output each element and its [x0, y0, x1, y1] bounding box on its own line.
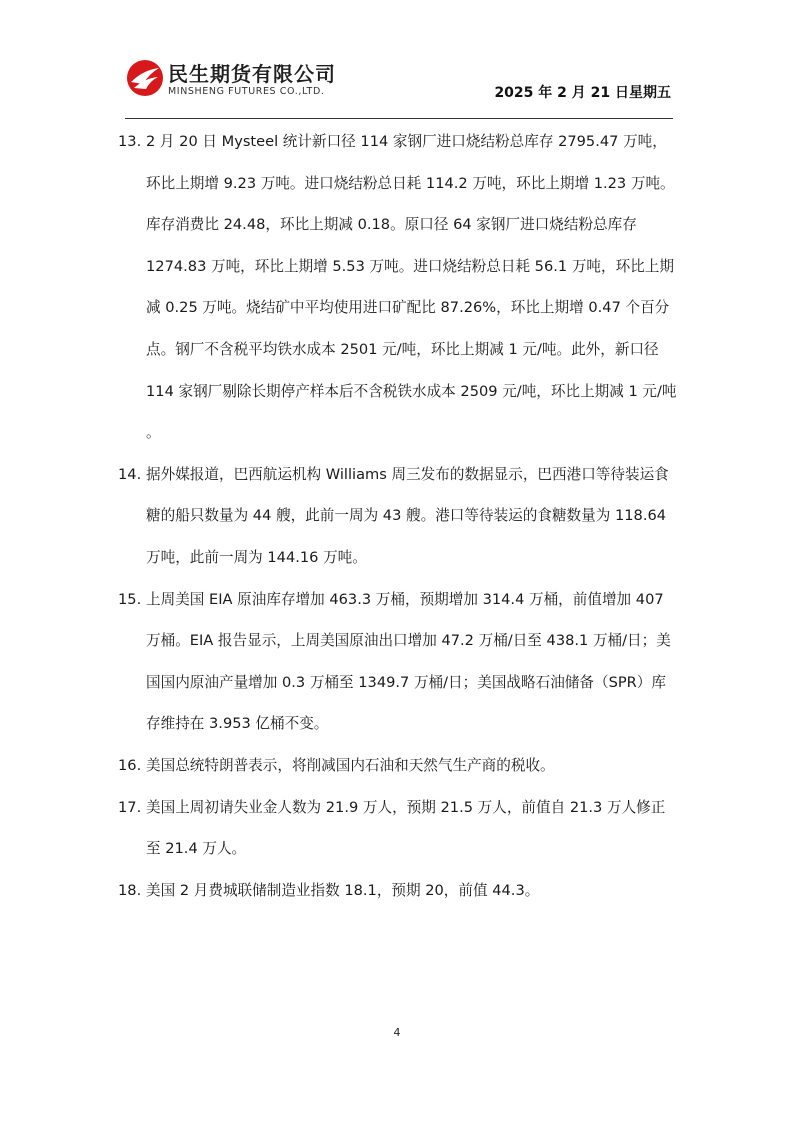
company-name-en: MINSHENG FUTURES CO.,LTD.	[168, 86, 325, 97]
item-number: 15.	[118, 590, 142, 608]
item-number: 13.	[118, 133, 142, 150]
list-item	[118, 579, 678, 745]
item-text: 上周美国 EIA 原油库存增加 463.3 万桶，预期增加 314.4 万桶，前值增加 407 万桶。EIA 报告显示，上周美国原油出口增加 47.2 万桶/日至 438.1 万桶/日；美国国内原油产量增加 0.3 万桶至 1349.7 万桶/日；美国战略石油储备（SPR）库存维持在 3.953 亿桶不变。	[146, 590, 671, 733]
page-number: 4	[393, 1026, 401, 1039]
item-number: 14.	[118, 465, 142, 483]
minsheng-logo-icon	[125, 58, 165, 98]
news-list	[118, 121, 678, 911]
item-text: 美国上周初请失业金人数为 21.9 万人，预期 21.5 万人，前值自 21.3 万人修正至 21.4 万人。	[146, 798, 666, 858]
item-text: 美国总统特朗普表示，将削减国内石油和天然气生产商的税收。	[146, 756, 555, 774]
list-item	[118, 454, 678, 579]
item-number: 16.	[118, 756, 142, 774]
item-number: 17.	[118, 798, 142, 816]
list-item	[118, 121, 678, 454]
item-text: 据外媒报道，巴西航运机构 Williams 周三发布的数据显示，巴西港口等待装运食糖的船只数量为 44 艘，此前一周为 43 艘。港口等待装运的食糖数量为 118.64 万吨，此前一周为 144.16 万吨。	[146, 465, 669, 566]
company-logo	[125, 56, 375, 100]
item-text: 美国 2 月费城联储制造业指数 18.1，预期 20，前值 44.3。	[146, 881, 540, 899]
item-number: 18.	[118, 881, 142, 899]
item-text: 2 月 20 日 Mysteel 统计新口径 114 家钢厂进口烧结粉总库存 2795.47 万吨，环比上期增 9.23 万吨。进口烧结粉总日耗 114.2 万吨，环比上期增 1.23 万吨。库存消费比 24.48，环比上期减 0.18。原口径 64 家钢厂进口烧结粉总库存 1274.83 万吨，环比上期增 5.53 万吨。进口烧结粉总日耗 56.1 万吨，环比上期减 0.25 万吨。烧结矿中平均使用进口矿配比 87.26%，环比上期增 0.47 个百分点。钢厂不含税平均铁水成本 2501 元/吨，环比上期减 1 元/吨。此外，新口径 114 家钢厂剔除长期停产样本后不含税铁水成本 2509 元/吨，环比上期减 1 元/吨 。	[146, 133, 677, 442]
list-item	[118, 745, 678, 787]
company-name-cn: 民生期货有限公司	[168, 62, 336, 86]
page-header	[125, 52, 673, 119]
list-item	[118, 787, 678, 870]
report-date: 2025 年 2 月 21 日星期五	[494, 85, 671, 101]
list-item	[118, 870, 678, 912]
